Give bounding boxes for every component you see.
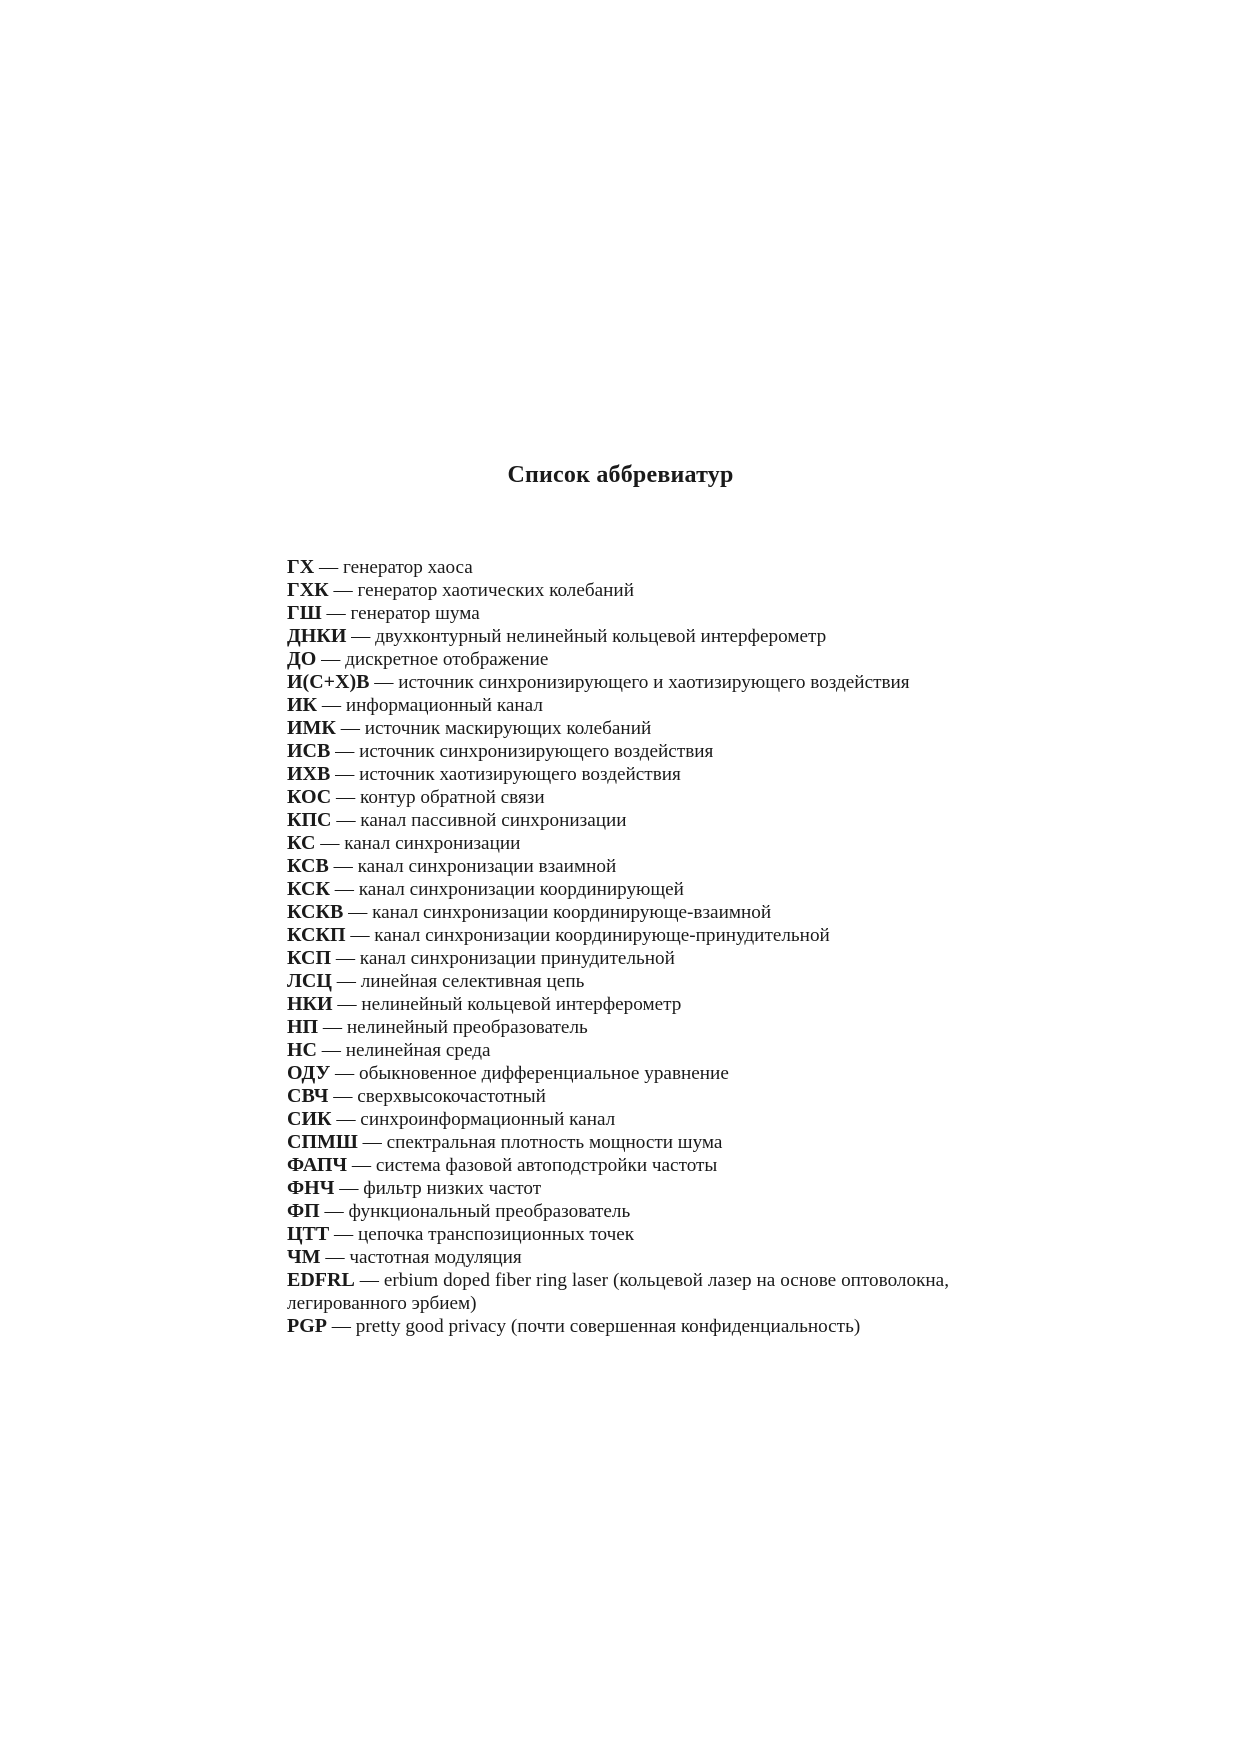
em-dash-separator: — (334, 1178, 364, 1199)
abbreviation-entry (287, 1108, 949, 1131)
abbreviation-term: СВЧ (287, 1085, 329, 1107)
abbreviation-definition: нелинейная среда (345, 1040, 491, 1061)
abbreviation-entry (287, 786, 949, 809)
abbreviation-term: ФАПЧ (287, 1154, 348, 1176)
abbreviation-term: ЧМ (287, 1246, 321, 1268)
abbreviation-entry (287, 1223, 949, 1246)
em-dash-separator: — (354, 1270, 384, 1291)
abbreviation-entry (287, 717, 949, 740)
abbreviation-entry (287, 556, 949, 579)
abbreviation-definition: дискретное отображение (345, 649, 549, 670)
em-dash-separator: — (328, 856, 358, 877)
abbreviation-term: ГХК (287, 579, 329, 601)
em-dash-separator: — (369, 672, 399, 693)
abbreviation-term: КСП (287, 947, 332, 969)
em-dash-separator: — (319, 1201, 349, 1222)
abbreviation-term: КСКП (287, 924, 346, 946)
em-dash-separator: — (330, 741, 360, 762)
abbreviation-definition: генератор шума (350, 603, 480, 624)
abbreviation-entry (287, 1062, 949, 1085)
em-dash-separator: — (321, 603, 351, 624)
em-dash-separator: — (343, 902, 373, 923)
em-dash-separator: — (329, 879, 359, 900)
abbreviation-term: ДНКИ (287, 625, 347, 647)
abbreviation-entry (287, 1269, 949, 1315)
em-dash-separator: — (357, 1132, 387, 1153)
abbreviation-term: ФП (287, 1200, 320, 1222)
abbreviation-definition: источник маскирующих колебаний (364, 718, 652, 739)
abbreviation-entry (287, 878, 949, 901)
abbreviation-entry (287, 579, 949, 602)
abbreviation-term: ИК (287, 694, 318, 716)
abbreviation-term: ИСВ (287, 740, 331, 762)
abbreviation-entry (287, 1315, 949, 1338)
abbreviation-definition: фильтр низких частот (363, 1178, 542, 1199)
abbreviation-definition: канал синхронизации (344, 833, 521, 854)
em-dash-separator: — (320, 1247, 350, 1268)
abbreviation-term: PGP (287, 1315, 327, 1337)
abbreviation-definition: pretty good privacy (почти совершенная конфиденциальность) (355, 1316, 861, 1337)
abbreviation-term: СИК (287, 1108, 332, 1130)
abbreviation-entry (287, 1246, 949, 1269)
em-dash-separator: — (317, 695, 346, 716)
abbreviation-definition: функциональный преобразователь (348, 1201, 631, 1222)
abbreviation-entry (287, 855, 949, 878)
abbreviation-definition: цепочка транспозиционных точек (358, 1224, 635, 1245)
abbreviation-definition: канал синхронизации координирующе-принудительной (374, 925, 830, 946)
em-dash-separator: — (328, 1086, 358, 1107)
abbreviation-term: ЦТТ (287, 1223, 330, 1245)
abbreviation-entry (287, 947, 949, 970)
abbreviation-term: КОС (287, 786, 332, 808)
abbreviation-entry (287, 924, 949, 947)
abbreviation-term: ФНЧ (287, 1177, 335, 1199)
abbreviation-list (287, 556, 949, 1338)
abbreviation-definition: система фазовой автоподстройки частоты (375, 1155, 718, 1176)
abbreviation-definition: спектральная плотность мощности шума (386, 1132, 723, 1153)
abbreviation-entry (287, 1016, 949, 1039)
abbreviation-definition: канал синхронизации координирующей (358, 879, 684, 900)
abbreviation-entry (287, 1039, 949, 1062)
abbreviation-definition: нелинейный преобразователь (346, 1017, 588, 1038)
em-dash-separator: — (328, 580, 358, 601)
abbreviation-definition: канал синхронизации взаимной (357, 856, 617, 877)
abbreviation-entry (287, 970, 949, 993)
abbreviation-entry (287, 993, 949, 1016)
abbreviation-entry (287, 740, 949, 763)
abbreviation-definition: генератор хаоса (342, 557, 473, 578)
abbreviation-definition: источник хаотизирующего воздействия (359, 764, 681, 785)
abbreviation-entry (287, 602, 949, 625)
abbreviation-definition: двухконтурный нелинейный кольцевой интерферометр (375, 626, 827, 647)
abbreviation-definition: нелинейный кольцевой интерферометр (361, 994, 682, 1015)
abbreviation-term: ДО (287, 648, 317, 670)
em-dash-separator: — (331, 810, 361, 831)
em-dash-separator: — (329, 1224, 359, 1245)
abbreviation-term: НКИ (287, 993, 333, 1015)
abbreviation-term: И(С+Х)В (287, 671, 370, 693)
page-title: Список аббревиатур (507, 462, 734, 488)
abbreviation-definition: частотная модуляция (349, 1247, 522, 1268)
em-dash-separator: — (331, 971, 361, 992)
abbreviation-definition: сверхвысокочастотный (357, 1086, 546, 1107)
em-dash-separator: — (331, 1109, 361, 1130)
abbreviation-definition: канал синхронизации принудительной (359, 948, 675, 969)
em-dash-separator: — (314, 557, 343, 578)
em-dash-separator: — (315, 833, 345, 854)
em-dash-separator: — (317, 1040, 346, 1061)
abbreviation-entry (287, 763, 949, 786)
abbreviation-entry (287, 1085, 949, 1108)
abbreviation-term: НС (287, 1039, 317, 1061)
abbreviation-entry (287, 694, 949, 717)
em-dash-separator: — (346, 626, 376, 647)
abbreviation-definition: контур обратной связи (360, 787, 545, 808)
abbreviation-term: ОДУ (287, 1062, 331, 1084)
em-dash-separator: — (330, 764, 360, 785)
em-dash-separator: — (331, 787, 361, 808)
abbreviation-entry (287, 625, 949, 648)
abbreviation-term: ЛСЦ (287, 970, 332, 992)
abbreviation-entry (287, 1177, 949, 1200)
abbreviation-entry (287, 901, 949, 924)
abbreviation-term: КПС (287, 809, 332, 831)
abbreviation-definition: информационный канал (345, 695, 543, 716)
abbreviation-entry (287, 671, 949, 694)
em-dash-separator: — (327, 1316, 356, 1337)
abbreviation-term: СПМШ (287, 1131, 358, 1153)
abbreviation-term: КСКВ (287, 901, 344, 923)
abbreviation-definition: источник синхронизирующего и хаотизирующего воздействия (398, 672, 910, 693)
em-dash-separator: — (345, 925, 375, 946)
abbreviation-term: НП (287, 1016, 319, 1038)
em-dash-separator: — (318, 1017, 347, 1038)
abbreviation-entry (287, 648, 949, 671)
abbreviation-definition: канал пассивной синхронизации (360, 810, 627, 831)
abbreviation-entry (287, 809, 949, 832)
abbreviation-term: ИХВ (287, 763, 331, 785)
em-dash-separator: — (330, 1063, 360, 1084)
abbreviation-term: КСК (287, 878, 330, 900)
abbreviation-entry (287, 1154, 949, 1177)
abbreviation-entry (287, 832, 949, 855)
abbreviation-term: КСВ (287, 855, 329, 877)
em-dash-separator: — (332, 994, 362, 1015)
em-dash-separator: — (331, 948, 360, 969)
em-dash-separator: — (347, 1155, 376, 1176)
abbreviation-term: ГШ (287, 602, 322, 624)
abbreviation-definition: генератор хаотических колебаний (357, 580, 634, 601)
abbreviation-term: КС (287, 832, 316, 854)
abbreviation-definition: синхроинформационный канал (360, 1109, 616, 1130)
abbreviation-term: ИМК (287, 717, 336, 739)
abbreviation-definition: канал синхронизации координирующе-взаимной (372, 902, 772, 923)
abbreviation-entry (287, 1131, 949, 1154)
abbreviation-definition: линейная селективная цепь (360, 971, 585, 992)
em-dash-separator: — (335, 718, 365, 739)
abbreviation-definition: erbium doped fiber ring laser (кольцевой лазер на основе оптоволокна, легированного эрбием) (287, 1270, 949, 1314)
abbreviation-term: ГХ (287, 556, 315, 578)
em-dash-separator: — (316, 649, 346, 670)
abbreviation-term: EDFRL (287, 1269, 355, 1291)
abbreviation-definition: обыкновенное дифференциальное уравнение (359, 1063, 729, 1084)
abbreviation-entry (287, 1200, 949, 1223)
abbreviation-definition: источник синхронизирующего воздействия (359, 741, 714, 762)
